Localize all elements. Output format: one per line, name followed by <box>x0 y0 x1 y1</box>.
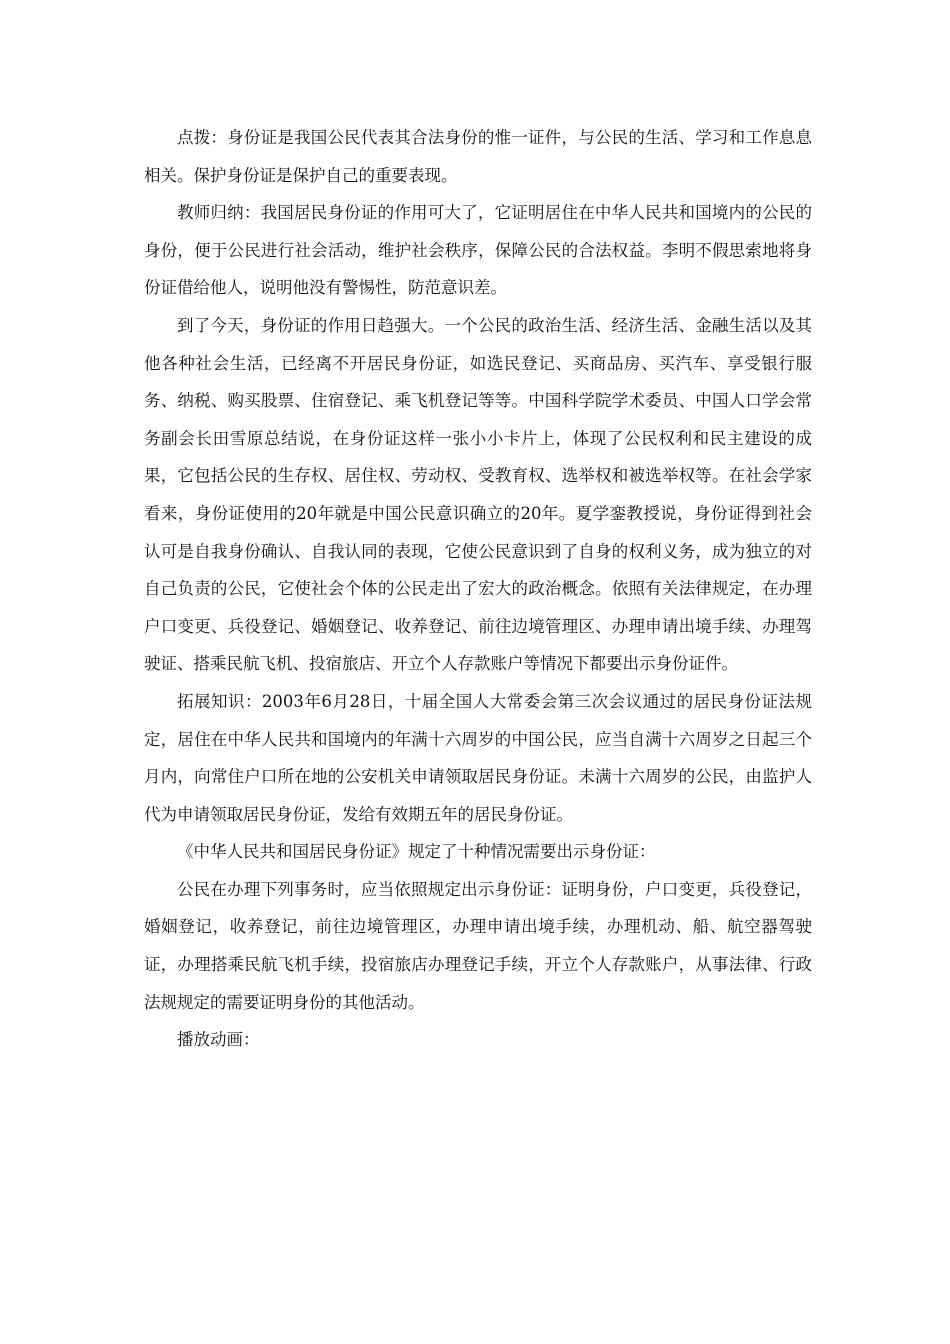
paragraph-law-title: 《中华人民共和国居民身份证》规定了十种情况需要出示身份证： <box>177 842 656 862</box>
document-body <box>144 119 812 1059</box>
paragraph-id-card-role: 到了今天，身份证的作用日趋强大。一个公民的政治生活、经济生活、金融生活以及其他各种社会生活，已经离不开居民身份证，如选民登记、买商品房、买汽车、享受银行服务、纳税、购买股票、住宿登记、乘飞机登记等等。中国科学院学术委员、中国人口学会常务副会长田雪原总结说，在身份证这样一张小小卡片上，体现了公民权利和民主建设的成果，它包括公民的生存权、居住权、劳动权、受教育权、选举权和被选举权等。在社会学家看来，身份证使用的20年就是中国公民意识确立的20年。夏学銮教授说，身份证得到社会认可是自我身份确认、自我认同的表现，它使公民意识到了自身的权利义务，成为独立的对自己负责的公民，它使社会个体的公民走出了宏大的政治概念。依照有关法律规定，在办理户口变更、兵役登记、婚姻登记、收养登记、前往边境管理区、办理申请出境手续、办理驾驶证、搭乘民航飞机、投宿旅店、开立个人存款账户等情况下都要出示身份证件。 <box>144 315 812 674</box>
paragraph-extended-knowledge: 拓展知识：2003年6月28日，十届全国人大常委会第三次会议通过的居民身份证法规定，居住在中华人民共和国境内的年满十六周岁的中国公民，应当自满十六周岁之日起三个月内，向常住户口所在地的公安机关申请领取居民身份证。未满十六周岁的公民，由监护人代为申请领取居民身份证，发给有效期五年的居民身份证。 <box>144 691 812 824</box>
paragraph-play-animation: 播放动画： <box>177 1030 260 1050</box>
paragraph-law-list: 公民在办理下列事务时，应当依照规定出示身份证：证明身份，户口变更，兵役登记，婚姻登记，收养登记，前往边境管理区，办理申请出境手续，办理机动、船、航空器驾驶证，办理搭乘民航飞机手续，投宿旅店办理登记手续，开立个人存款账户，从事法律、行政法规规定的需要证明身份的其他活动。 <box>144 879 812 1012</box>
paragraph-teacher-summary: 教师归纳：我国居民身份证的作用可大了，它证明居住在中华人民共和国境内的公民的身份，便于公民进行社会活动，维护社会秩序，保障公民的合法权益。李明不假思索地将身份证借给他人，说明他没有警惕性，防范意识差。 <box>144 203 812 298</box>
paragraph-hint: 点拨：身份证是我国公民代表其合法身份的惟一证件，与公民的生活、学习和工作息息相关。保护身份证是保护自己的重要表现。 <box>144 128 812 185</box>
